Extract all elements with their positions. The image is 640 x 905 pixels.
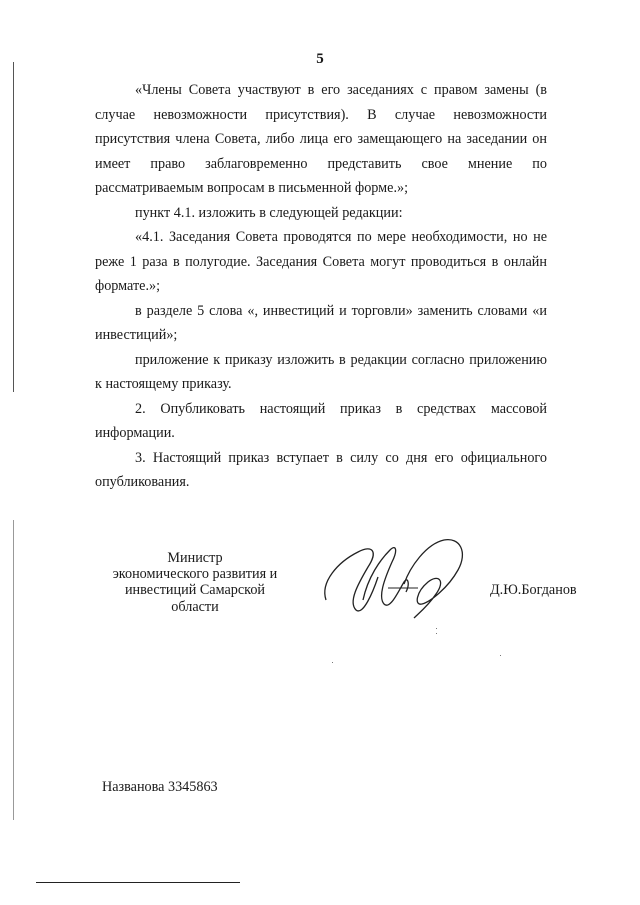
document-body	[95, 78, 547, 495]
paragraph: пункт 4.1. изложить в следующей редакции:	[135, 204, 403, 221]
footer-rule	[36, 882, 240, 883]
paragraph: в разделе 5 слова «, инвестиций и торговли» заменить словами «и инвестиций»;	[95, 302, 547, 343]
paragraph: 2. Опубликовать настоящий приказ в средствах массовой информации.	[95, 400, 547, 441]
paragraph: 3. Настоящий приказ вступает в силу со дня его официального опубликования.	[95, 449, 547, 490]
scan-speck	[436, 633, 437, 634]
scan-edge-line	[13, 62, 14, 392]
scan-speck	[436, 628, 437, 629]
signatory-position	[100, 550, 290, 615]
paragraph: «4.1. Заседания Совета проводятся по мере необходимости, но не реже 1 раза в полугодие. Заседания Совета могут проводиться в онлайн формате.»;	[95, 229, 547, 294]
scan-speck	[332, 662, 333, 663]
scan-edge-line	[13, 520, 14, 820]
author-note: Названова 3345863	[102, 779, 218, 795]
paragraph: «Члены Совета участвуют в его заседаниях с правом замены (в случае невозможности присутствия). В случае невозможности присутствия члена Совета, либо лица его замещающего на заседании он имеет право заблаговременно представить свое мнение по рассматриваемым вопросам в письменной форме.»;	[95, 82, 547, 196]
handwritten-signature	[318, 522, 478, 622]
paragraph: приложение к приказу изложить в редакции согласно приложению к настоящему приказу.	[95, 351, 547, 392]
page-number: 5	[316, 51, 324, 67]
signer-name: Д.Ю.Богданов	[490, 582, 577, 598]
position-line: Министр	[167, 550, 223, 566]
position-line: экономического развития и	[112, 566, 278, 583]
position-line: инвестиций Самарской области	[124, 582, 266, 615]
scan-speck	[500, 655, 501, 656]
